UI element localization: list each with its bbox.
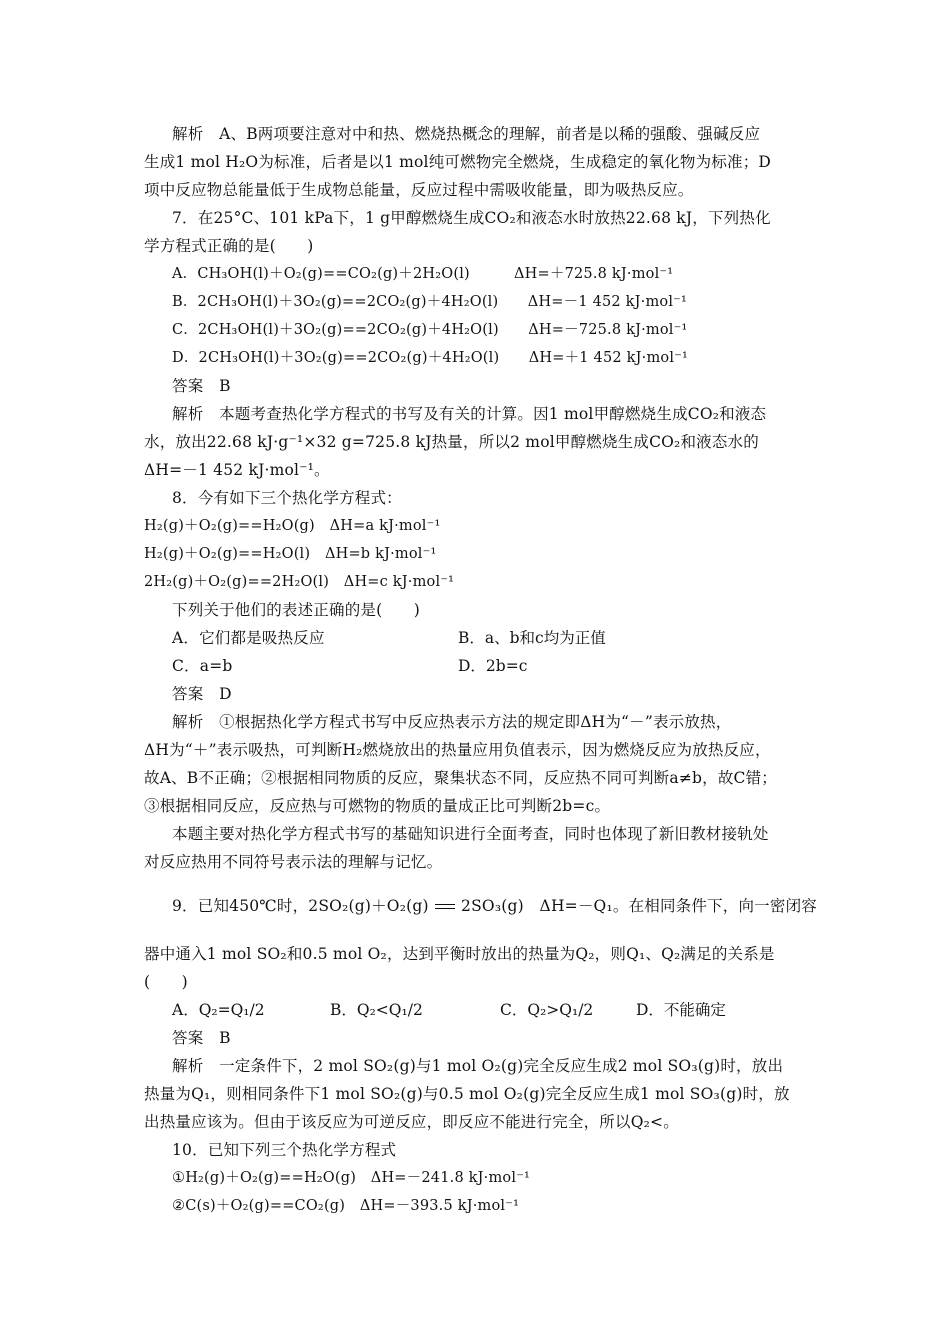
question-9-stem-3: ( ) [144, 973, 188, 991]
question-7-option-b: B．2CH₃OH(l)＋3O₂(g)==2CO₂(g)＋4H₂O(l) ΔH=－1 452 kJ·mol⁻¹ [172, 294, 688, 310]
question-8-answer: 答案 D [172, 685, 232, 703]
analysis-8-line-1: 解析 ①根据热化学方程式书写中反应热表示方法的规定即ΔH为“－”表示放热， [172, 713, 732, 731]
analysis-7-line-3: ΔH=－1 452 kJ·mol⁻¹。 [144, 461, 330, 479]
question-9-option-c: C．Q₂>Q₁/2 [500, 1001, 594, 1019]
question-8-option-a: A．它们都是吸热反应 [172, 629, 325, 647]
question-7-stem-2: 学方程式正确的是( ) [144, 237, 314, 255]
question-8-equation-3: 2H₂(g)＋O₂(g)==2H₂O(l) ΔH=c kJ·mol⁻¹ [144, 574, 455, 590]
analysis-8-note-1: 本题主要对热化学方程式书写的基础知识进行全面考查，同时也体现了新旧教材接轨处 [172, 825, 769, 843]
analysis-8-note-2: 对反应热用不同符号表示法的理解与记忆。 [144, 853, 443, 871]
question-7-option-d: D．2CH₃OH(l)＋3O₂(g)==2CO₂(g)＋4H₂O(l) ΔH=＋1 452 kJ·mol⁻¹ [172, 350, 689, 366]
question-8-prompt: 下列关于他们的表述正确的是( ) [172, 601, 420, 619]
analysis-6-line-1: 解析 A、B两项要注意对中和热、燃烧热概念的理解，前者是以稀的强酸、强碱反应 [172, 125, 761, 143]
question-8-option-b: B．a、b和c均为正值 [458, 629, 606, 647]
analysis-8-line-3: 故A、B不正确；②根据相同物质的反应，聚集状态不同，反应热不同可判断a≠b，故C错； [144, 769, 777, 787]
question-8-option-c: C．a=b [172, 657, 233, 675]
question-9-option-a: A．Q₂=Q₁/2 [172, 1001, 265, 1019]
question-9-stem-products: 2SO₃(g) ΔH=－Q₁。在相同条件下，向一密闭容 [461, 897, 817, 915]
question-7-stem-1: 7．在25°C、101 kPa下，1 g甲醇燃烧生成CO₂和液态水时放热22.68 kJ，下列热化 [172, 209, 771, 227]
analysis-6-line-3: 项中反应物总能量低于生成物总能量，反应过程中需吸收能量，即为吸热反应。 [144, 181, 694, 199]
analysis-7-line-1: 解析 本题考查热化学方程式的书写及有关的计算。因1 mol甲醇燃烧生成CO₂和液态 [172, 405, 767, 423]
question-9-stem-reactants: 9．已知450℃时，2SO₂(g)＋O₂(g) [172, 897, 429, 915]
question-9-stem-1 [172, 896, 817, 916]
question-7-answer: 答案 B [172, 377, 231, 395]
question-8-option-d: D．2b=c [458, 657, 528, 675]
analysis-7-line-2: 水，放出22.68 kJ·g⁻¹×32 g=725.8 kJ热量，所以2 mol甲醇燃烧生成CO₂和液态水的 [144, 433, 759, 451]
analysis-9-line-2: 热量为Q₁，则相同条件下1 mol SO₂(g)与0.5 mol O₂(g)完全反应生成1 mol SO₃(g)时，放 [144, 1085, 790, 1103]
question-9-option-b: B．Q₂<Q₁/2 [330, 1001, 423, 1019]
analysis-8-line-4: ③根据相同反应，反应热与可燃物的物质的量成正比可判断2b=c。 [144, 797, 611, 815]
analysis-9-line-3: 出热量应该为。但由于该反应为可逆反应，即反应不能进行完全，所以Q₂<。 [144, 1113, 679, 1131]
question-10-equation-2: ②C(s)＋O₂(g)==CO₂(g) ΔH=－393.5 kJ·mol⁻¹ [172, 1198, 520, 1214]
question-9-option-d: D．不能确定 [636, 1001, 726, 1019]
equilibrium-arrow-icon [434, 901, 456, 913]
question-9-stem-2: 器中通入1 mol SO₂和0.5 mol O₂，达到平衡时放出的热量为Q₂，则Q₁、Q₂满足的关系是 [144, 945, 775, 963]
question-9-answer: 答案 B [172, 1029, 231, 1047]
question-8-equation-2: H₂(g)＋O₂(g)==H₂O(l) ΔH=b kJ·mol⁻¹ [144, 546, 437, 562]
analysis-6-line-2: 生成1 mol H₂O为标准，后者是以1 mol纯可燃物完全燃烧，生成稳定的氧化物为标准；D [144, 153, 772, 171]
analysis-9-line-1: 解析 一定条件下，2 mol SO₂(g)与1 mol O₂(g)完全反应生成2 mol SO₃(g)时，放出 [172, 1057, 784, 1075]
question-7-option-c: C．2CH₃OH(l)＋3O₂(g)==2CO₂(g)＋4H₂O(l) ΔH=－725.8 kJ·mol⁻¹ [172, 322, 688, 338]
question-8-equation-1: H₂(g)＋O₂(g)==H₂O(g) ΔH=a kJ·mol⁻¹ [144, 518, 441, 534]
analysis-8-line-2: ΔH为“＋”表示吸热，可判断H₂燃烧放出的热量应用负值表示，因为燃烧反应为放热反应， [144, 741, 771, 759]
question-10-equation-1: ①H₂(g)＋O₂(g)==H₂O(g) ΔH=－241.8 kJ·mol⁻¹ [172, 1170, 531, 1186]
question-8-stem: 8．今有如下三个热化学方程式： [172, 489, 402, 507]
question-10-stem: 10．已知下列三个热化学方程式 [172, 1141, 397, 1159]
question-7-option-a: A．CH₃OH(l)＋O₂(g)==CO₂(g)＋2H₂O(l) ΔH=＋725.8 kJ·mol⁻¹ [172, 266, 674, 282]
